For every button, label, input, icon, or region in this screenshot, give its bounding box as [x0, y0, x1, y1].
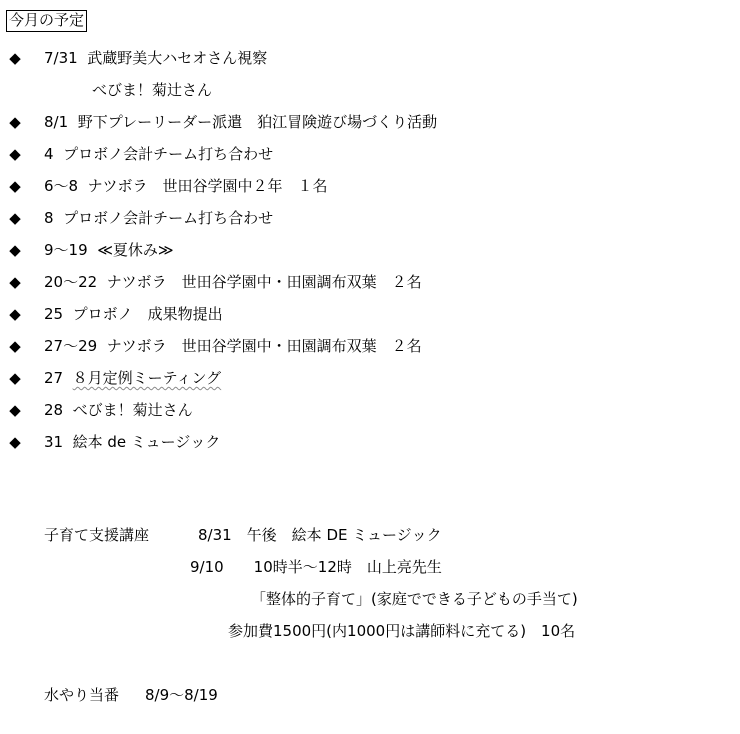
item-date: 27～29: [44, 337, 98, 355]
diamond-bullet-icon: ◆: [9, 113, 21, 131]
item-text: 武蔵野美大ハセオさん視察: [87, 49, 268, 67]
diamond-bullet-icon: ◆: [9, 401, 21, 419]
item-text: 野下プレーリーダー派遣 狛江冒険遊び場づくり活動: [77, 113, 438, 131]
diamond-bullet-icon: ◆: [9, 241, 21, 259]
diamond-bullet-icon: ◆: [9, 177, 21, 195]
item-date: 28: [44, 401, 64, 419]
list-item: [0, 338, 740, 360]
list-item: [0, 370, 740, 392]
diamond-bullet-icon: ◆: [9, 49, 21, 67]
item-date: 6～8: [44, 177, 79, 195]
item-date: 27: [44, 369, 64, 387]
diamond-bullet-icon: ◆: [9, 433, 21, 451]
lecture-line-4: 参加費1500円(内1000円は講師料に充てる) 10名: [228, 622, 576, 640]
diamond-bullet-icon: ◆: [9, 337, 21, 355]
list-item: [0, 210, 740, 232]
item-date: 20～22: [44, 273, 98, 291]
item-text: ナツボラ 世田谷学園中２年 １名: [87, 177, 328, 195]
item-date: 31: [44, 433, 64, 451]
item-text: ８月定例ミーティング: [72, 369, 222, 387]
diamond-bullet-icon: ◆: [9, 273, 21, 291]
list-item: [0, 178, 740, 200]
list-item: [0, 274, 740, 296]
list-item: [0, 242, 740, 264]
item-text: プロボノ会計チーム打ち合わせ: [63, 209, 274, 227]
item-text: べびま！菊辻さん: [72, 401, 193, 419]
item-text: プロボノ 成果物提出: [72, 305, 223, 323]
item-date: 7/31: [44, 49, 78, 67]
watering-label: 水やり当番: [44, 686, 120, 704]
item-date: 25: [44, 305, 64, 323]
lecture-line-3: 「整体的子育て」(家庭でできる子どもの手当て): [251, 590, 578, 608]
lecture-line-1: 8/31 午後 絵本 DE ミュージック: [198, 526, 442, 544]
list-item: [0, 50, 740, 72]
item-date: 4: [44, 145, 54, 163]
diamond-bullet-icon: ◆: [9, 145, 21, 163]
list-item: [0, 146, 740, 168]
item-text: ナツボラ 世田谷学園中・田園調布双葉 ２名: [106, 273, 422, 291]
item-date: 8/1: [44, 113, 69, 131]
item-date: 9～19: [44, 241, 88, 259]
item-text: プロボノ会計チーム打ち合わせ: [63, 145, 274, 163]
list-item-continuation: [0, 82, 740, 104]
item-text: べびま！菊辻さん: [92, 81, 213, 99]
page-title: 今月の予定: [6, 10, 87, 32]
item-date: 8: [44, 209, 54, 227]
list-item: [0, 114, 740, 136]
item-text: ≪夏休み≫: [97, 241, 174, 259]
diamond-bullet-icon: ◆: [9, 305, 21, 323]
list-item: [0, 402, 740, 424]
list-item: [0, 306, 740, 328]
lecture-label: 子育て支援講座: [44, 526, 150, 544]
item-text: ナツボラ 世田谷学園中・田園調布双葉 ２名: [106, 337, 422, 355]
watering-dates: 8/9～8/19: [145, 686, 218, 704]
diamond-bullet-icon: ◆: [9, 369, 21, 387]
item-text: 絵本 de ミュージック: [72, 433, 221, 451]
diamond-bullet-icon: ◆: [9, 209, 21, 227]
list-item: [0, 434, 740, 456]
lecture-line-2: 9/10 10時半～12時 山上亮先生: [190, 558, 442, 576]
